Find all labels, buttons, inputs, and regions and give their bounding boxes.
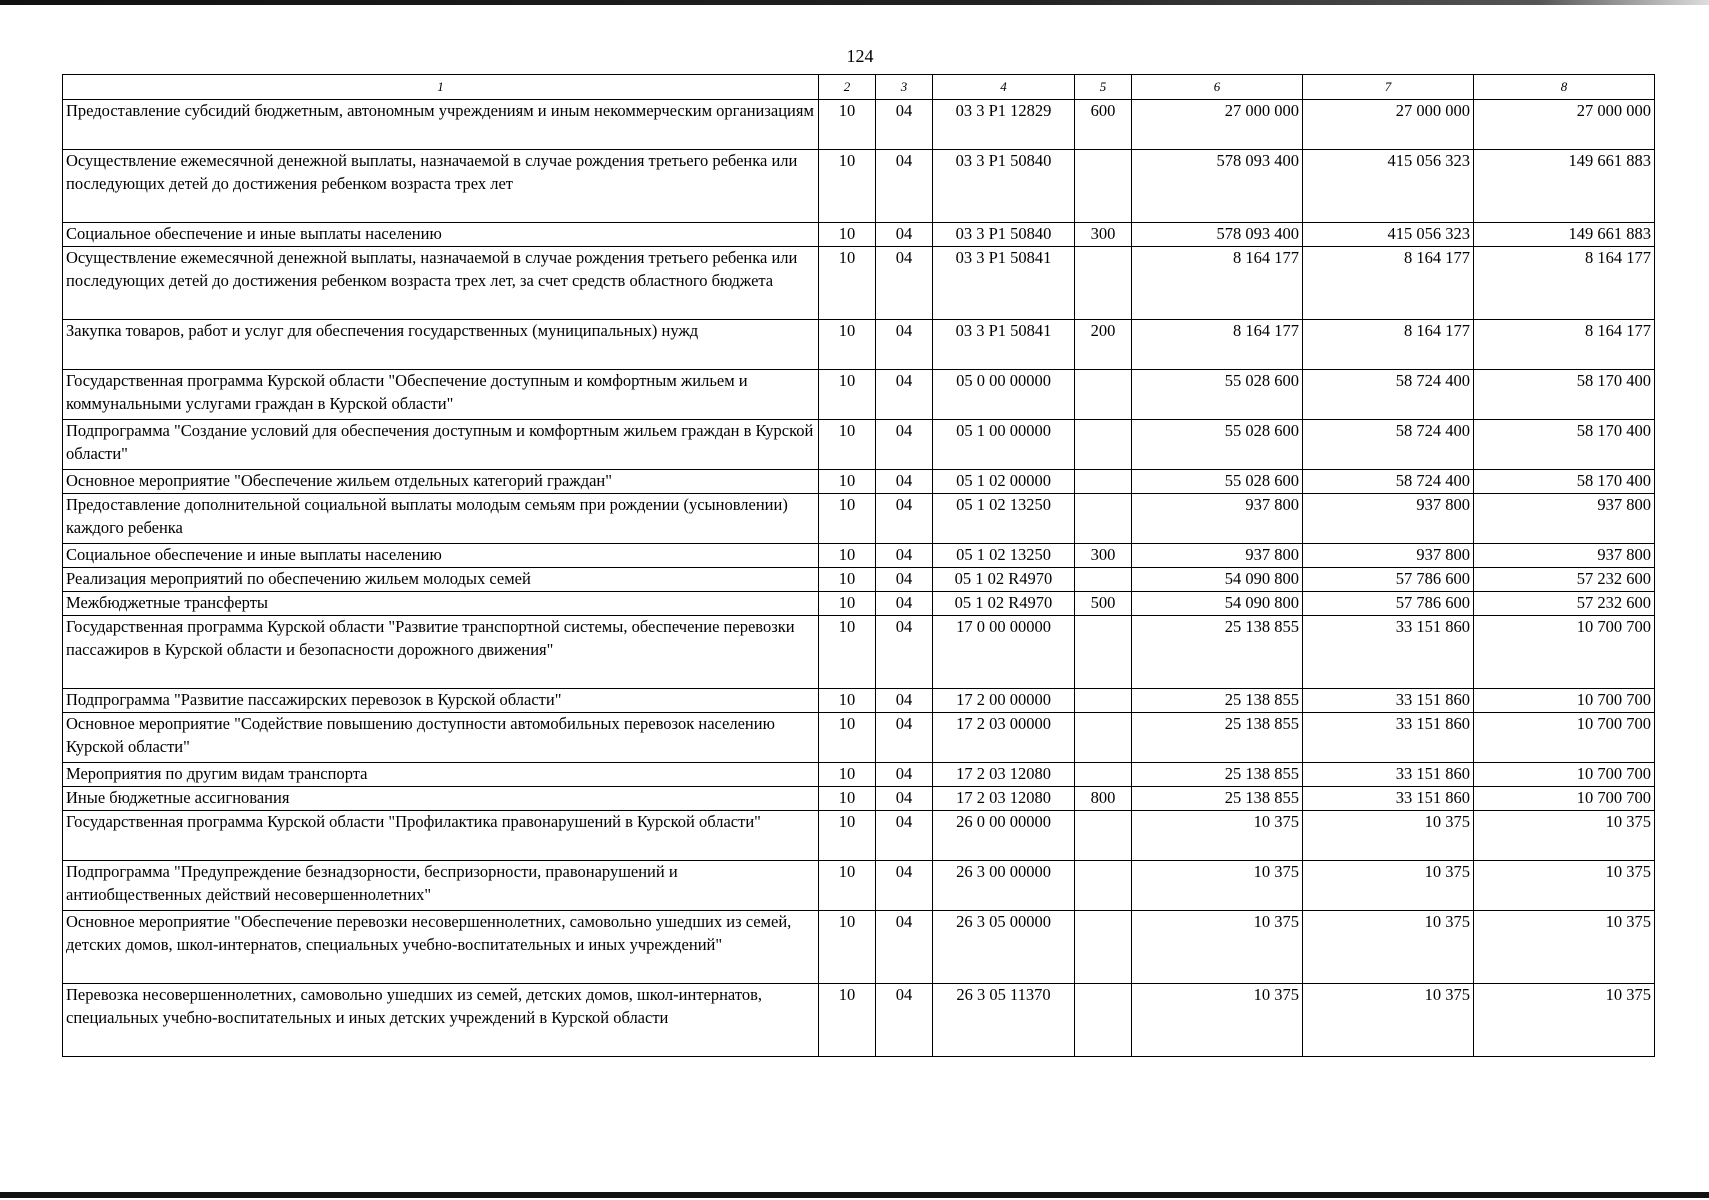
amount-col6: 10 375 — [1132, 911, 1303, 984]
amount-col6: 55 028 600 — [1132, 470, 1303, 494]
row-name: Закупка товаров, работ и услуг для обеспечения государственных (муниципальных) нужд — [63, 320, 819, 370]
amount-col6: 27 000 000 — [1132, 100, 1303, 150]
target-article-code: 05 1 02 13250 — [933, 544, 1075, 568]
amount-col7: 33 151 860 — [1303, 787, 1474, 811]
amount-col7: 58 724 400 — [1303, 470, 1474, 494]
amount-col6: 578 093 400 — [1132, 223, 1303, 247]
expense-type-code: 500 — [1075, 592, 1132, 616]
expense-type-code — [1075, 494, 1132, 544]
row-name: Социальное обеспечение и иные выплаты населению — [63, 223, 819, 247]
amount-col8: 57 232 600 — [1474, 592, 1655, 616]
section-code: 10 — [819, 713, 876, 763]
column-header: 5 — [1075, 75, 1132, 100]
amount-col7: 27 000 000 — [1303, 100, 1474, 150]
target-article-code: 03 3 Р1 50841 — [933, 320, 1075, 370]
column-header: 4 — [933, 75, 1075, 100]
section-code: 10 — [819, 370, 876, 420]
subsection-code: 04 — [876, 320, 933, 370]
amount-col8: 10 375 — [1474, 984, 1655, 1057]
subsection-code: 04 — [876, 592, 933, 616]
table-row — [63, 150, 1655, 223]
subsection-code: 04 — [876, 100, 933, 150]
row-name: Перевозка несовершеннолетних, самовольно ушедших из семей, детских домов, школ-интернатов, специальных учебно-воспитательных и иных детских учреждений в Курской области — [63, 984, 819, 1057]
expense-type-code: 200 — [1075, 320, 1132, 370]
row-name: Мероприятия по другим видам транспорта — [63, 763, 819, 787]
row-name: Осуществление ежемесячной денежной выплаты, назначаемой в случае рождения третьего ребенка или последующих детей до достижения ребенком возраста трех лет — [63, 150, 819, 223]
table-row — [63, 592, 1655, 616]
row-name: Основное мероприятие "Обеспечение жильем отдельных категорий граждан" — [63, 470, 819, 494]
subsection-code: 04 — [876, 787, 933, 811]
table-row — [63, 100, 1655, 150]
section-code: 10 — [819, 763, 876, 787]
section-code: 10 — [819, 568, 876, 592]
amount-col8: 8 164 177 — [1474, 247, 1655, 320]
amount-col8: 8 164 177 — [1474, 320, 1655, 370]
section-code: 10 — [819, 544, 876, 568]
subsection-code: 04 — [876, 223, 933, 247]
amount-col7: 8 164 177 — [1303, 247, 1474, 320]
table-row — [63, 370, 1655, 420]
amount-col8: 937 800 — [1474, 544, 1655, 568]
budget-table — [62, 74, 1655, 1057]
amount-col6: 937 800 — [1132, 544, 1303, 568]
amount-col7: 58 724 400 — [1303, 420, 1474, 470]
target-article-code: 17 2 03 12080 — [933, 787, 1075, 811]
expense-type-code: 300 — [1075, 223, 1132, 247]
expense-type-code: 600 — [1075, 100, 1132, 150]
row-name: Реализация мероприятий по обеспечению жильем молодых семей — [63, 568, 819, 592]
row-name: Осуществление ежемесячной денежной выплаты, назначаемой в случае рождения третьего ребенка или последующих детей до достижения ребенком возраста трех лет, за счет средств областного бюджета — [63, 247, 819, 320]
target-article-code: 17 2 00 00000 — [933, 689, 1075, 713]
target-article-code: 26 3 00 00000 — [933, 861, 1075, 911]
section-code: 10 — [819, 616, 876, 689]
section-code: 10 — [819, 861, 876, 911]
amount-col7: 937 800 — [1303, 494, 1474, 544]
expense-type-code — [1075, 861, 1132, 911]
row-name: Государственная программа Курской области "Развитие транспортной системы, обеспечение перевозки пассажиров в Курской области и безопасности дорожного движения" — [63, 616, 819, 689]
expense-type-code — [1075, 470, 1132, 494]
subsection-code: 04 — [876, 984, 933, 1057]
amount-col6: 8 164 177 — [1132, 247, 1303, 320]
expense-type-code: 300 — [1075, 544, 1132, 568]
amount-col7: 8 164 177 — [1303, 320, 1474, 370]
section-code: 10 — [819, 787, 876, 811]
row-name: Подпрограмма "Создание условий для обеспечения доступным и комфортным жильем граждан в Курской области" — [63, 420, 819, 470]
subsection-code: 04 — [876, 568, 933, 592]
target-article-code: 05 1 02 R4970 — [933, 568, 1075, 592]
expense-type-code: 800 — [1075, 787, 1132, 811]
amount-col7: 415 056 323 — [1303, 223, 1474, 247]
table-row — [63, 861, 1655, 911]
amount-col6: 10 375 — [1132, 811, 1303, 861]
column-header: 8 — [1474, 75, 1655, 100]
target-article-code: 17 2 03 12080 — [933, 763, 1075, 787]
amount-col6: 25 138 855 — [1132, 689, 1303, 713]
row-name: Иные бюджетные ассигнования — [63, 787, 819, 811]
table-row — [63, 616, 1655, 689]
amount-col7: 33 151 860 — [1303, 689, 1474, 713]
subsection-code: 04 — [876, 811, 933, 861]
page-number: 124 — [846, 46, 874, 66]
target-article-code: 03 3 Р1 50841 — [933, 247, 1075, 320]
amount-col8: 937 800 — [1474, 494, 1655, 544]
section-code: 10 — [819, 811, 876, 861]
column-header: 3 — [876, 75, 933, 100]
amount-col8: 10 375 — [1474, 911, 1655, 984]
expense-type-code — [1075, 370, 1132, 420]
table-row — [63, 544, 1655, 568]
target-article-code: 03 3 Р1 12829 — [933, 100, 1075, 150]
column-header: 2 — [819, 75, 876, 100]
table-row — [63, 470, 1655, 494]
table-row — [63, 763, 1655, 787]
section-code: 10 — [819, 592, 876, 616]
target-article-code: 05 1 02 00000 — [933, 470, 1075, 494]
amount-col8: 10 375 — [1474, 811, 1655, 861]
column-header: 6 — [1132, 75, 1303, 100]
amount-col8: 10 700 700 — [1474, 763, 1655, 787]
amount-col6: 54 090 800 — [1132, 592, 1303, 616]
amount-col7: 33 151 860 — [1303, 763, 1474, 787]
amount-col6: 578 093 400 — [1132, 150, 1303, 223]
column-number-row — [63, 75, 1655, 100]
subsection-code: 04 — [876, 470, 933, 494]
amount-col8: 149 661 883 — [1474, 223, 1655, 247]
table-row — [63, 984, 1655, 1057]
amount-col7: 415 056 323 — [1303, 150, 1474, 223]
amount-col6: 25 138 855 — [1132, 763, 1303, 787]
table-row — [63, 568, 1655, 592]
amount-col8: 149 661 883 — [1474, 150, 1655, 223]
table-row — [63, 713, 1655, 763]
amount-col7: 57 786 600 — [1303, 568, 1474, 592]
section-code: 10 — [819, 223, 876, 247]
row-name: Государственная программа Курской области "Профилактика правонарушений в Курской области" — [63, 811, 819, 861]
subsection-code: 04 — [876, 616, 933, 689]
row-name: Основное мероприятие "Обеспечение перевозки несовершеннолетних, самовольно ушедших из семей, детских домов, школ-интернатов, специальных учебно-воспитательных и иных учреждений" — [63, 911, 819, 984]
expense-type-code — [1075, 713, 1132, 763]
amount-col8: 57 232 600 — [1474, 568, 1655, 592]
target-article-code: 05 1 02 R4970 — [933, 592, 1075, 616]
table-row — [63, 689, 1655, 713]
amount-col6: 10 375 — [1132, 861, 1303, 911]
amount-col8: 10 700 700 — [1474, 616, 1655, 689]
column-header: 7 — [1303, 75, 1474, 100]
target-article-code: 05 0 00 00000 — [933, 370, 1075, 420]
row-name: Социальное обеспечение и иные выплаты населению — [63, 544, 819, 568]
table-row — [63, 320, 1655, 370]
table-row — [63, 911, 1655, 984]
amount-col7: 10 375 — [1303, 861, 1474, 911]
expense-type-code — [1075, 150, 1132, 223]
amount-col7: 10 375 — [1303, 984, 1474, 1057]
target-article-code: 03 3 Р1 50840 — [933, 223, 1075, 247]
subsection-code: 04 — [876, 494, 933, 544]
expense-type-code — [1075, 616, 1132, 689]
target-article-code: 03 3 Р1 50840 — [933, 150, 1075, 223]
section-code: 10 — [819, 689, 876, 713]
row-name: Государственная программа Курской области "Обеспечение доступным и комфортным жильем и коммунальными услугами граждан в Курской области" — [63, 370, 819, 420]
section-code: 10 — [819, 494, 876, 544]
subsection-code: 04 — [876, 420, 933, 470]
amount-col6: 10 375 — [1132, 984, 1303, 1057]
amount-col6: 55 028 600 — [1132, 370, 1303, 420]
subsection-code: 04 — [876, 370, 933, 420]
expense-type-code — [1075, 911, 1132, 984]
amount-col7: 33 151 860 — [1303, 713, 1474, 763]
amount-col8: 27 000 000 — [1474, 100, 1655, 150]
subsection-code: 04 — [876, 689, 933, 713]
amount-col6: 8 164 177 — [1132, 320, 1303, 370]
target-article-code: 26 3 05 11370 — [933, 984, 1075, 1057]
subsection-code: 04 — [876, 713, 933, 763]
target-article-code: 17 0 00 00000 — [933, 616, 1075, 689]
subsection-code: 04 — [876, 247, 933, 320]
amount-col7: 10 375 — [1303, 911, 1474, 984]
subsection-code: 04 — [876, 150, 933, 223]
table-row — [63, 787, 1655, 811]
target-article-code: 26 3 05 00000 — [933, 911, 1075, 984]
table-row — [63, 223, 1655, 247]
amount-col8: 10 700 700 — [1474, 787, 1655, 811]
amount-col7: 33 151 860 — [1303, 616, 1474, 689]
expense-type-code — [1075, 420, 1132, 470]
section-code: 10 — [819, 984, 876, 1057]
section-code: 10 — [819, 911, 876, 984]
expense-type-code — [1075, 568, 1132, 592]
section-code: 10 — [819, 420, 876, 470]
column-header: 1 — [63, 75, 819, 100]
subsection-code: 04 — [876, 911, 933, 984]
amount-col6: 25 138 855 — [1132, 713, 1303, 763]
expense-type-code — [1075, 689, 1132, 713]
amount-col6: 937 800 — [1132, 494, 1303, 544]
row-name: Основное мероприятие "Содействие повышению доступности автомобильных перевозок населению Курской области" — [63, 713, 819, 763]
amount-col6: 25 138 855 — [1132, 616, 1303, 689]
amount-col8: 58 170 400 — [1474, 420, 1655, 470]
row-name: Подпрограмма "Развитие пассажирских перевозок в Курской области" — [63, 689, 819, 713]
expense-type-code — [1075, 247, 1132, 320]
amount-col7: 937 800 — [1303, 544, 1474, 568]
amount-col7: 57 786 600 — [1303, 592, 1474, 616]
section-code: 10 — [819, 150, 876, 223]
section-code: 10 — [819, 470, 876, 494]
expense-type-code — [1075, 984, 1132, 1057]
scan-edge-bottom — [0, 1192, 1709, 1198]
amount-col7: 10 375 — [1303, 811, 1474, 861]
target-article-code: 26 0 00 00000 — [933, 811, 1075, 861]
amount-col8: 10 700 700 — [1474, 689, 1655, 713]
row-name: Межбюджетные трансферты — [63, 592, 819, 616]
row-name: Подпрограмма "Предупреждение безнадзорности, беспризорности, правонарушений и антиобщественных действий несовершеннолетних" — [63, 861, 819, 911]
amount-col8: 10 700 700 — [1474, 713, 1655, 763]
subsection-code: 04 — [876, 763, 933, 787]
amount-col6: 55 028 600 — [1132, 420, 1303, 470]
subsection-code: 04 — [876, 861, 933, 911]
table-row — [63, 494, 1655, 544]
amount-col6: 25 138 855 — [1132, 787, 1303, 811]
amount-col8: 10 375 — [1474, 861, 1655, 911]
amount-col6: 54 090 800 — [1132, 568, 1303, 592]
subsection-code: 04 — [876, 544, 933, 568]
scan-edge-top — [0, 0, 1709, 5]
amount-col8: 58 170 400 — [1474, 370, 1655, 420]
target-article-code: 17 2 03 00000 — [933, 713, 1075, 763]
expense-type-code — [1075, 763, 1132, 787]
table-row — [63, 811, 1655, 861]
section-code: 10 — [819, 320, 876, 370]
row-name: Предоставление субсидий бюджетным, автономным учреждениям и иным некоммерческим организациям — [63, 100, 819, 150]
row-name: Предоставление дополнительной социальной выплаты молодым семьям при рождении (усыновлении) каждого ребенка — [63, 494, 819, 544]
expense-type-code — [1075, 811, 1132, 861]
amount-col8: 58 170 400 — [1474, 470, 1655, 494]
section-code: 10 — [819, 100, 876, 150]
section-code: 10 — [819, 247, 876, 320]
table-row — [63, 420, 1655, 470]
amount-col7: 58 724 400 — [1303, 370, 1474, 420]
table-row — [63, 247, 1655, 320]
target-article-code: 05 1 02 13250 — [933, 494, 1075, 544]
target-article-code: 05 1 00 00000 — [933, 420, 1075, 470]
